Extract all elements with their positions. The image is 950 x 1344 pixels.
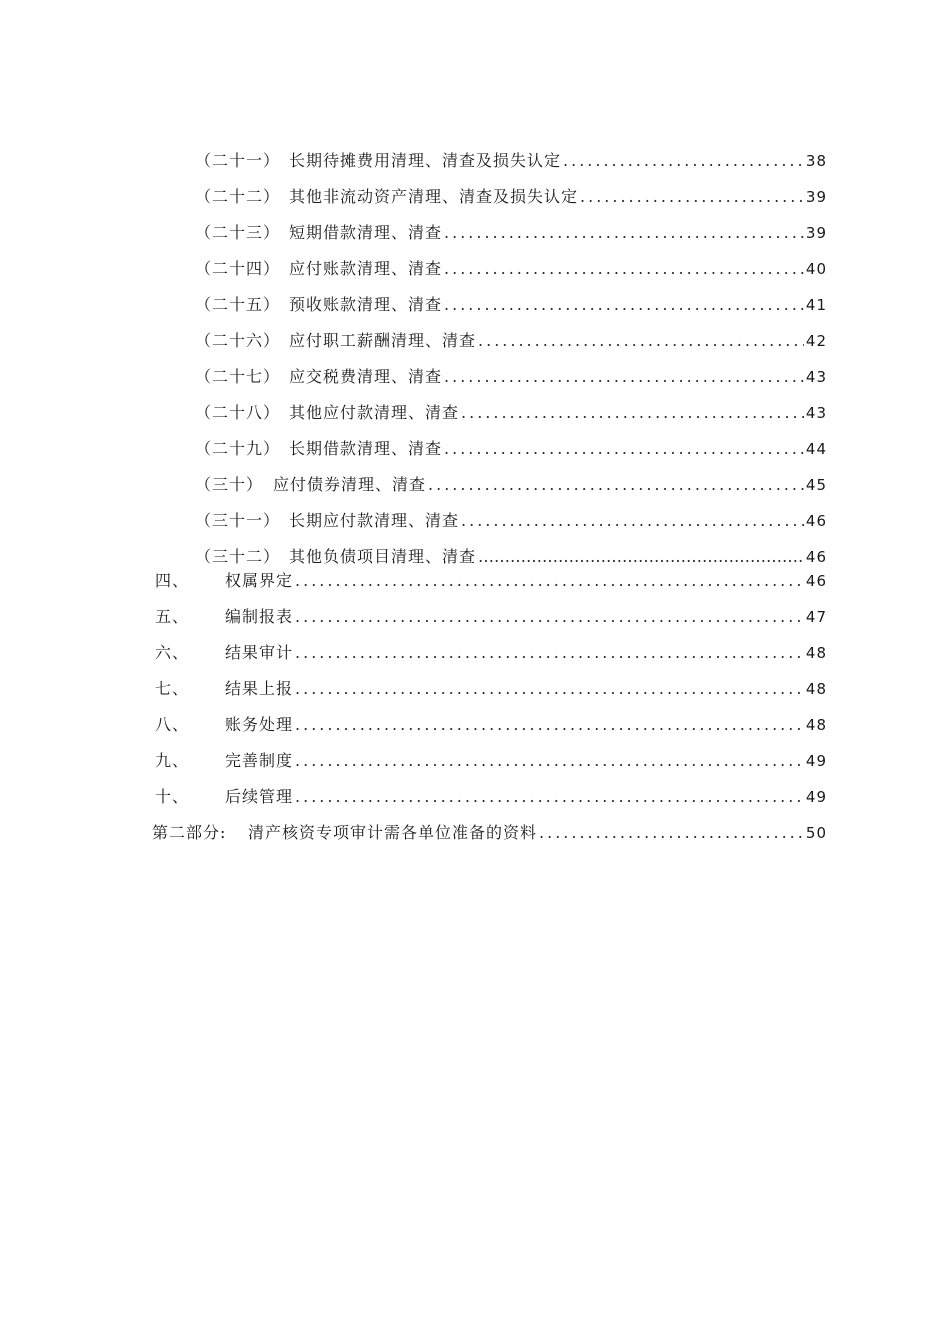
dot-leader [295, 563, 804, 599]
toc-entry-number: （二十九） [195, 439, 281, 458]
toc-entry-number: 第二部分: [152, 823, 227, 842]
dot-leader [444, 359, 804, 395]
dot-leader [539, 815, 804, 851]
toc-entry-title: 后续管理 [225, 787, 294, 806]
toc-entry-number: 五、 [155, 607, 190, 626]
dot-leader [295, 635, 804, 671]
toc-entry-number: 六、 [155, 643, 190, 662]
toc-entry-number: （二十一） [195, 151, 281, 170]
toc-page-number: 48 [805, 680, 827, 698]
toc-entry[interactable] [195, 251, 827, 287]
toc-entry-number: （二十八） [195, 403, 281, 422]
toc-page-number: 49 [805, 752, 827, 770]
dot-leader [444, 431, 804, 467]
toc-entry[interactable] [152, 815, 827, 851]
toc-entry-number: 七、 [155, 679, 190, 698]
toc-entry[interactable] [155, 635, 827, 671]
toc-page-number: 40 [805, 260, 827, 278]
toc-entry-title: 其他应付款清理、清查 [289, 403, 460, 422]
toc-page-number: 42 [805, 332, 827, 350]
toc-entry-title: 结果上报 [225, 679, 294, 698]
toc-entry-title: 应交税费清理、清查 [289, 367, 443, 386]
toc-entry-title: 应付债券清理、清查 [273, 475, 427, 494]
toc-entry-number: 九、 [155, 751, 190, 770]
toc-entry[interactable] [195, 359, 827, 395]
toc-entry-number: （三十二） [195, 547, 281, 566]
toc-entry-title: 其他负债项目清理、清查 [289, 547, 477, 566]
toc-page-number: 44 [805, 440, 827, 458]
toc-page-number: 43 [805, 368, 827, 386]
toc-page-number: 50 [805, 824, 827, 842]
toc-entry[interactable] [195, 395, 827, 431]
dot-leader [295, 599, 804, 635]
toc-entry-number: （二十六） [195, 331, 281, 350]
dot-leader [295, 743, 804, 779]
toc-entry-title: 账务处理 [225, 715, 294, 734]
toc-entry-number: （二十三） [195, 223, 281, 242]
toc-entry-title: 长期借款清理、清查 [289, 439, 443, 458]
toc-page-number: 48 [805, 716, 827, 734]
toc-entry-number: 四、 [155, 571, 190, 590]
toc-entry-title: 应付职工薪酬清理、清查 [289, 331, 477, 350]
toc-page-number: 49 [805, 788, 827, 806]
toc-page-number: 47 [805, 608, 827, 626]
toc-entry-title: 其他非流动资产清理、清查及损失认定 [289, 187, 579, 206]
dot-leader [295, 707, 804, 743]
dot-leader [295, 671, 804, 707]
toc-page-number: 38 [805, 152, 827, 170]
toc-entry[interactable] [195, 215, 827, 251]
toc-entry[interactable] [155, 779, 827, 815]
dot-leader [563, 143, 804, 179]
toc-entry-title: 权属界定 [225, 571, 294, 590]
toc-entry-title: 短期借款清理、清查 [289, 223, 443, 242]
toc-entry[interactable] [155, 743, 827, 779]
toc-entry[interactable] [195, 179, 827, 215]
toc-page-number: 46 [805, 572, 827, 590]
toc-entry-number: 十、 [155, 787, 190, 806]
toc-entry[interactable] [195, 467, 827, 503]
toc-entry-title: 应付账款清理、清查 [289, 259, 443, 278]
toc-page-number: 46 [805, 548, 827, 566]
toc-entry-title: 长期应付款清理、清查 [289, 511, 460, 530]
toc-entry[interactable] [155, 563, 827, 599]
toc-page-number: 41 [805, 296, 827, 314]
toc-page-number: 43 [805, 404, 827, 422]
toc-page-number: 45 [805, 476, 827, 494]
dot-leader [478, 323, 804, 359]
toc-entry-title: 长期待摊费用清理、清查及损失认定 [289, 151, 562, 170]
dot-leader [461, 503, 804, 539]
toc-entry-title: 预收账款清理、清查 [289, 295, 443, 314]
toc-entry[interactable] [155, 599, 827, 635]
toc-page-number: 39 [805, 224, 827, 242]
toc-entry[interactable] [195, 503, 827, 539]
toc-page-number: 48 [805, 644, 827, 662]
toc-entry[interactable] [195, 431, 827, 467]
toc-entry-title: 编制报表 [225, 607, 294, 626]
toc-entry-number: （三十） [195, 475, 264, 494]
toc-entry-number: （二十二） [195, 187, 281, 206]
toc-entry-title: 完善制度 [225, 751, 294, 770]
toc-entry[interactable] [155, 671, 827, 707]
toc-entry[interactable] [155, 707, 827, 743]
toc-entry-number: （三十一） [195, 511, 281, 530]
toc-entry-number: （二十七） [195, 367, 281, 386]
toc-page-number: 39 [805, 188, 827, 206]
toc-entry-number: （二十五） [195, 295, 281, 314]
dot-leader [295, 779, 804, 815]
dot-leader [461, 395, 804, 431]
toc-entry[interactable] [195, 323, 827, 359]
toc-entry-title: 结果审计 [225, 643, 294, 662]
toc-entry[interactable] [195, 287, 827, 323]
dot-leader [428, 467, 804, 503]
dot-leader [444, 251, 804, 287]
toc-entry[interactable] [195, 143, 827, 179]
toc-entry-title: 清产核资专项审计需各单位准备的资料 [248, 823, 538, 842]
toc-page-number: 46 [805, 512, 827, 530]
dot-leader [444, 287, 804, 323]
toc-entry-number: （二十四） [195, 259, 281, 278]
dot-leader [444, 215, 804, 251]
dot-leader [580, 179, 804, 215]
toc-entry-number: 八、 [155, 715, 190, 734]
